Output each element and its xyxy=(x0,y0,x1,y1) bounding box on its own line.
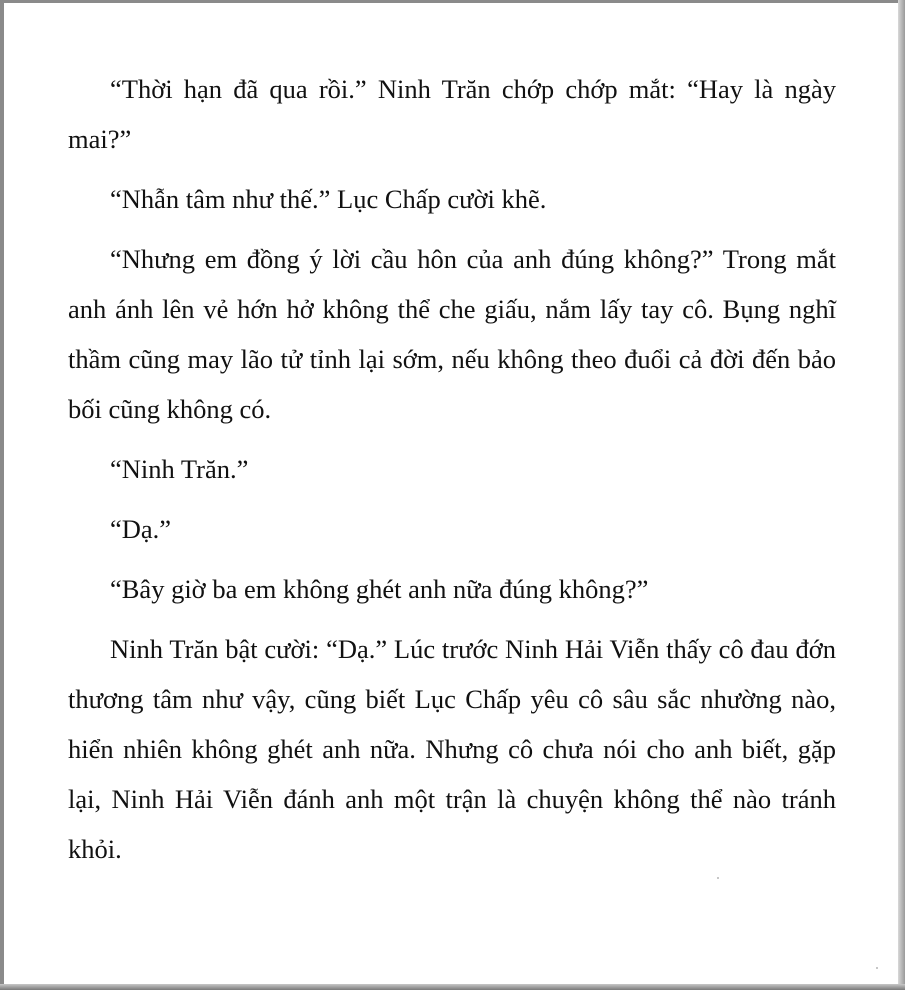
scan-speck xyxy=(876,967,878,969)
paragraph-6: “Bây giờ ba em không ghét anh nữa đúng không?” xyxy=(110,574,649,604)
paragraph-1: “Thời hạn đã qua rồi.” Ninh Trăn chớp chớp mắt: “Hay là ngày mai?” xyxy=(68,74,836,154)
paragraph-5: “Dạ.” xyxy=(110,514,172,544)
page-border-bottom xyxy=(0,984,905,990)
document-body xyxy=(68,64,836,884)
page-border-left xyxy=(0,0,4,990)
page-border-right xyxy=(898,0,905,990)
page-border-top xyxy=(0,0,905,3)
paragraph-4: “Ninh Trăn.” xyxy=(110,454,249,484)
paragraph-3: “Nhưng em đồng ý lời cầu hôn của anh đúng không?” Trong mắt anh ánh lên vẻ hớn hở không thể che giấu, nắm lấy tay cô. Bụng nghĩ thầm cũng may lão tử tỉnh lại sớm, nếu không theo đuổi cả đời đến bảo bối cũng không có. xyxy=(68,244,836,424)
paragraph-7: Ninh Trăn bật cười: “Dạ.” Lúc trước Ninh Hải Viễn thấy cô đau đớn thương tâm như vậy, cũng biết Lục Chấp yêu cô sâu sắc nhường nào, hiển nhiên không ghét anh nữa. Nhưng cô chưa nói cho anh biết, gặp lại, Ninh Hải Viễn đánh anh một trận là chuyện không thể nào tránh khỏi. xyxy=(68,634,836,864)
paragraph-2: “Nhẫn tâm như thế.” Lục Chấp cười khẽ. xyxy=(110,184,547,214)
scan-speck xyxy=(717,877,719,879)
